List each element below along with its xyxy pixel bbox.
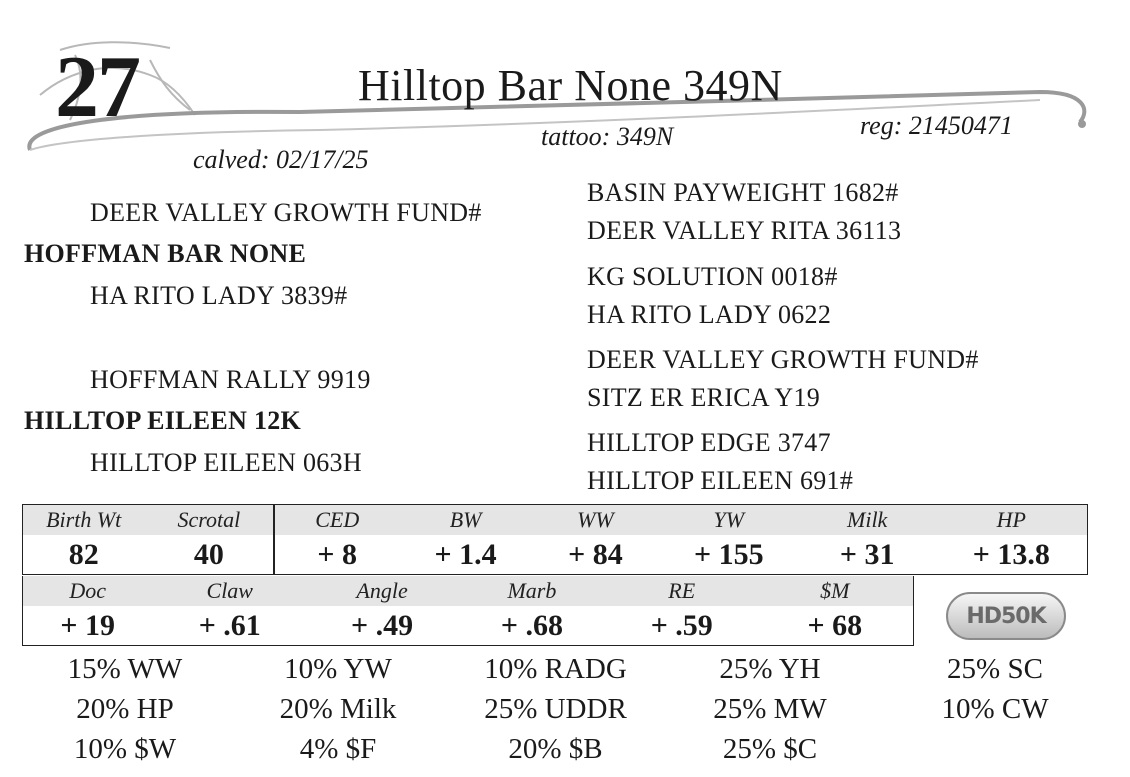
- percentile-item: 20% Milk: [279, 693, 397, 725]
- dam-sire: HOFFMAN RALLY 9919: [90, 365, 371, 394]
- epd-header-hp: HP: [936, 505, 1088, 536]
- animal-name: Hilltop Bar None 349N: [358, 61, 783, 110]
- percentile-item: 15% WW: [67, 653, 183, 685]
- epd-value-claw: + .61: [198, 608, 261, 642]
- epd-header-claw: Claw: [152, 576, 307, 606]
- sire-dam: HA RITO LADY 3839#: [90, 281, 348, 310]
- great-grandparent: BASIN PAYWEIGHT 1682#: [587, 178, 899, 207]
- great-grandparent: SITZ ER ERICA Y19: [587, 383, 821, 412]
- epd-value-birth-wt: 82: [68, 537, 99, 571]
- epd-header-yw: YW: [659, 505, 799, 536]
- calved-date: calved: 02/17/25: [193, 145, 369, 174]
- epd-value-ww: + 84: [568, 537, 623, 571]
- great-grandparent: DEER VALLEY GROWTH FUND#: [587, 345, 979, 374]
- percentile-item: 4% $F: [299, 733, 377, 765]
- percentile-item: 25% SC: [947, 653, 1043, 685]
- great-grandparent: DEER VALLEY RITA 36113: [587, 216, 902, 245]
- tattoo: tattoo: 349N: [541, 122, 674, 151]
- epd-value-yw: + 155: [694, 537, 764, 571]
- great-grandparent: HILLTOP EDGE 3747: [587, 428, 831, 457]
- epd-value-dollar-m: + 68: [807, 608, 863, 642]
- epd-value-milk: + 31: [839, 537, 895, 571]
- epd-header-scrotal: Scrotal: [144, 505, 274, 536]
- epd-value-marb: + .68: [500, 608, 563, 642]
- swoosh-end-dot: [1078, 120, 1086, 128]
- epd-header-ced: CED: [274, 505, 399, 536]
- epd-header-marb: Marb: [457, 576, 607, 606]
- dam-dam: HILLTOP EILEEN 063H: [90, 448, 362, 477]
- registration-number: reg: 21450471: [860, 111, 1013, 140]
- lot-number: 27: [55, 39, 139, 136]
- epd-value-re: + .59: [650, 608, 713, 642]
- epd-header-dollar-m: $M: [757, 576, 914, 606]
- epd-table-primary: [22, 504, 1088, 575]
- epd-value-doc: + 19: [60, 608, 115, 642]
- epd-header-re: RE: [607, 576, 757, 606]
- sire-sire: DEER VALLEY GROWTH FUND#: [90, 198, 482, 227]
- great-grandparent: HILLTOP EILEEN 691#: [587, 466, 854, 495]
- sire: HOFFMAN BAR NONE: [24, 239, 307, 268]
- percentile-item: 10% YW: [284, 653, 392, 685]
- dam: HILLTOP EILEEN 12K: [24, 406, 302, 435]
- epd-header-milk: Milk: [799, 505, 936, 536]
- epd-header-ww: WW: [532, 505, 659, 536]
- epd-table-secondary: [22, 576, 914, 646]
- percentile-item: 10% RADG: [484, 653, 627, 685]
- percentile-item: 25% MW: [713, 693, 827, 725]
- percentile-item: 20% $B: [508, 733, 603, 765]
- percentile-item: 10% CW: [941, 693, 1049, 725]
- percentile-item: 10% $W: [73, 733, 177, 765]
- epd-header-birth-wt: Birth Wt: [23, 505, 145, 536]
- hd50k-badge: HD50K: [946, 592, 1066, 640]
- percentile-item: 25% UDDR: [484, 693, 627, 725]
- percentile-item: 25% YH: [719, 653, 821, 685]
- epd-header-bw: BW: [399, 505, 532, 536]
- epd-value-angle: + .49: [351, 608, 414, 642]
- great-grandparent: HA RITO LADY 0622: [587, 300, 832, 329]
- epd-value-ced: + 8: [274, 535, 399, 575]
- epd-value-bw: + 1.4: [434, 537, 497, 571]
- epd-header-angle: Angle: [307, 576, 457, 606]
- epd-header-doc: Doc: [23, 576, 153, 606]
- epd-value-scrotal: 40: [193, 537, 224, 571]
- great-grandparent: KG SOLUTION 0018#: [587, 262, 838, 291]
- percentile-item: 25% $C: [722, 733, 818, 765]
- percentile-item: 20% HP: [76, 693, 174, 725]
- epd-value-hp: + 13.8: [972, 537, 1050, 571]
